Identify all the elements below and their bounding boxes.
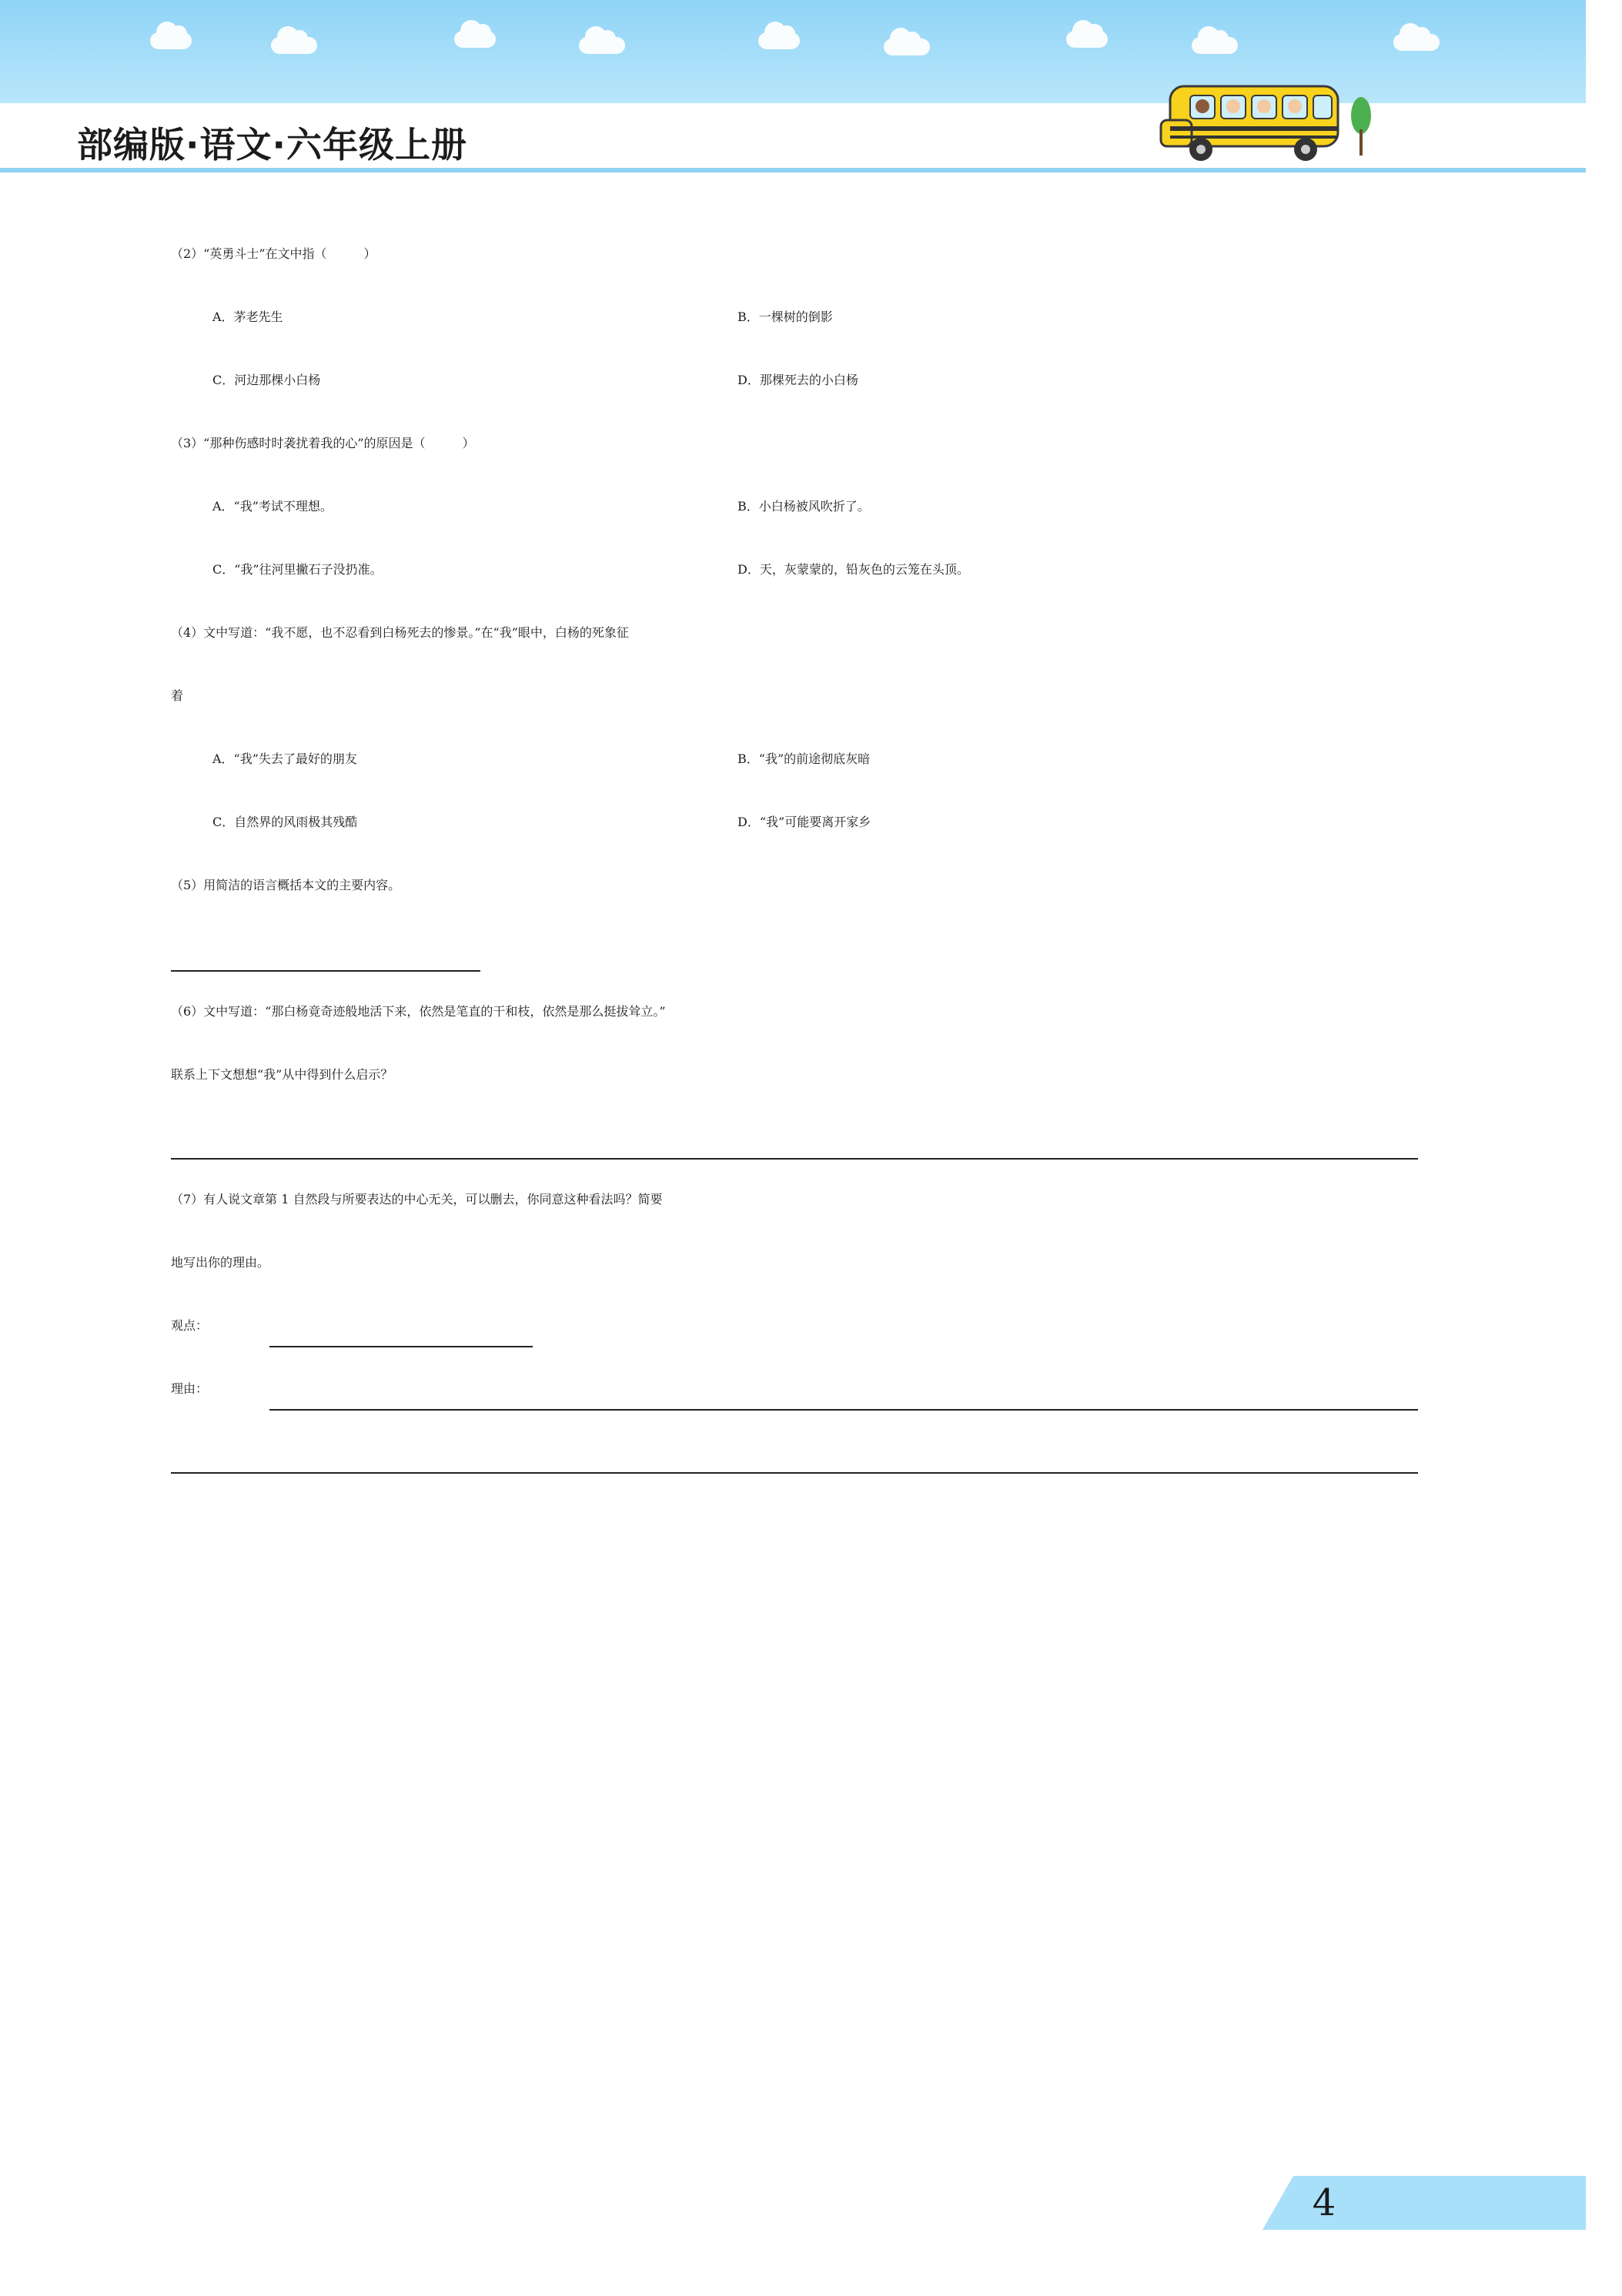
question-stem: （3）“那种伤感时时袭扰着我的心”的原因是（ ） bbox=[171, 436, 475, 450]
viewpoint-blank[interactable] bbox=[269, 1346, 533, 1347]
page-title: 部编版·语文·六年级上册 bbox=[77, 124, 467, 166]
cloud-icon bbox=[1066, 31, 1108, 48]
option-b: B．小白杨被风吹折了。 bbox=[737, 499, 870, 514]
question-stem: （6）文中写道：“那白杨竟奇迹般地活下来，依然是笔直的干和枝，依然是那么挺拔耸立。” bbox=[171, 1004, 666, 1019]
option-a: A．“我”考试不理想。 bbox=[212, 499, 333, 514]
cloud-icon bbox=[884, 38, 930, 55]
option-a: A．“我”失去了最好的朋友 bbox=[212, 751, 357, 766]
question-stem: （5）用简洁的语言概括本文的主要内容。 bbox=[171, 878, 401, 892]
reason-blank[interactable] bbox=[269, 1409, 1418, 1411]
option-b: B．一棵树的倒影 bbox=[737, 310, 833, 324]
page-number: 4 bbox=[1312, 2181, 1336, 2224]
reason-label: 理由： bbox=[171, 1381, 209, 1396]
viewpoint-label: 观点： bbox=[171, 1318, 209, 1333]
option-d: D．天，灰蒙蒙的，铅灰色的云笼在头顶。 bbox=[737, 562, 969, 577]
cloud-icon bbox=[271, 37, 317, 54]
cloud-icon bbox=[150, 32, 192, 49]
option-d: D．那棵死去的小白杨 bbox=[737, 373, 858, 387]
question-stem: （2）“英勇斗士”在文中指（ ） bbox=[171, 246, 376, 261]
question-stem-continued: 着 bbox=[171, 688, 184, 703]
option-a: A．茅老先生 bbox=[212, 310, 283, 324]
cloud-icon bbox=[1393, 34, 1440, 51]
option-c: C．“我”往河里撇石子没扔准。 bbox=[212, 562, 383, 577]
question-stem-continued: 联系上下文想想“我”从中得到什么启示？ bbox=[171, 1067, 393, 1082]
cloud-icon bbox=[454, 31, 496, 48]
cloud-icon bbox=[1192, 37, 1238, 54]
answer-blank[interactable] bbox=[171, 1158, 1418, 1160]
question-stem: （4）文中写道：“我不愿，也不忍看到白杨死去的惨景。”在“我”眼中，白杨的死象征 bbox=[171, 625, 629, 640]
option-d: D．“我”可能要离开家乡 bbox=[737, 815, 871, 829]
reason-blank-2[interactable] bbox=[171, 1472, 1418, 1474]
cloud-icon bbox=[758, 32, 800, 49]
cloud-icon bbox=[579, 37, 625, 54]
school-bus-icon bbox=[1155, 75, 1386, 174]
option-c: C．自然界的风雨极其残酷 bbox=[212, 815, 358, 829]
answer-blank[interactable] bbox=[171, 970, 480, 972]
question-stem: （7）有人说文章第 1 自然段与所要表达的中心无关，可以删去，你同意这种看法吗？简要 bbox=[171, 1192, 663, 1207]
question-stem-continued: 地写出你的理由。 bbox=[171, 1255, 270, 1270]
option-b: B．“我”的前途彻底灰暗 bbox=[737, 751, 871, 766]
option-c: C．河边那棵小白杨 bbox=[212, 373, 321, 387]
